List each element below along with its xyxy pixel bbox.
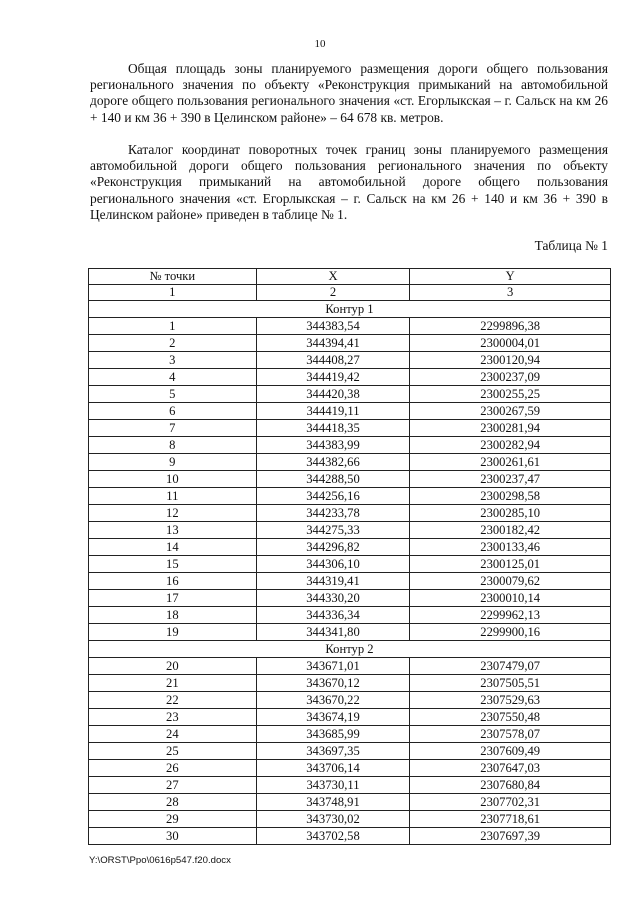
- y-coordinate: 2307718,61: [410, 811, 611, 828]
- x-coordinate: 344419,11: [256, 403, 410, 420]
- x-coordinate: 344275,33: [256, 522, 410, 539]
- point-number: 27: [89, 777, 257, 794]
- y-coordinate: 2307702,31: [410, 794, 611, 811]
- y-coordinate: 2307529,63: [410, 692, 611, 709]
- y-coordinate: 2300282,94: [410, 437, 611, 454]
- point-number: 26: [89, 760, 257, 777]
- table-row: [89, 590, 611, 607]
- x-coordinate: 343730,02: [256, 811, 410, 828]
- area-paragraph: Общая площадь зоны планируемого размещения дороги общего пользования регионального значения по объекту «Реконструкция примыканий на автомобильной дороге общего пользования регионального значения «ст. Егорлыкская – г. Сальск на км 26 + 140 и км 36 + 390 в Целинском районе» – 64 678 кв. метров.: [90, 61, 608, 125]
- y-coordinate: 2307680,84: [410, 777, 611, 794]
- x-coordinate: 344330,20: [256, 590, 410, 607]
- point-number: 11: [89, 488, 257, 505]
- x-coordinate: 344382,66: [256, 454, 410, 471]
- header-y: Y: [410, 269, 611, 285]
- table-row: [89, 743, 611, 760]
- table-row: [89, 505, 611, 522]
- table-header-row: [89, 269, 611, 285]
- y-coordinate: 2300261,61: [410, 454, 611, 471]
- x-coordinate: 343697,35: [256, 743, 410, 760]
- x-coordinate: 344288,50: [256, 471, 410, 488]
- catalog-paragraph: Каталог координат поворотных точек границ зоны планируемого размещения автомобильной дороги общего пользования регионального значения по объекту «Реконструкция примыканий на автомобильной дороге общего пользования регионального значения «ст. Егорлыкская – г. Сальск на км 26 + 140 и км 36 + 390 в Целинском районе» приведен в таблице № 1.: [90, 142, 608, 222]
- x-coordinate: 344306,10: [256, 556, 410, 573]
- table-row: [89, 607, 611, 624]
- table-row: [89, 811, 611, 828]
- column-number-3: 3: [410, 285, 611, 301]
- y-coordinate: 2299900,16: [410, 624, 611, 641]
- point-number: 12: [89, 505, 257, 522]
- table-row: [89, 794, 611, 811]
- point-number: 20: [89, 658, 257, 675]
- x-coordinate: 343748,91: [256, 794, 410, 811]
- table-row: [89, 369, 611, 386]
- y-coordinate: 2307578,07: [410, 726, 611, 743]
- point-number: 9: [89, 454, 257, 471]
- table-row: [89, 709, 611, 726]
- column-number-2: 2: [256, 285, 410, 301]
- y-coordinate: 2307479,07: [410, 658, 611, 675]
- point-number: 13: [89, 522, 257, 539]
- point-number: 30: [89, 828, 257, 845]
- table-row: [89, 658, 611, 675]
- table-row: [89, 760, 611, 777]
- y-coordinate: 2300120,94: [410, 352, 611, 369]
- y-coordinate: 2307697,39: [410, 828, 611, 845]
- x-coordinate: 344418,35: [256, 420, 410, 437]
- contour-title: Контур 2: [89, 641, 611, 658]
- coordinates-table: [88, 268, 611, 845]
- point-number: 16: [89, 573, 257, 590]
- point-number: 29: [89, 811, 257, 828]
- y-coordinate: 2300237,47: [410, 471, 611, 488]
- point-number: 7: [89, 420, 257, 437]
- y-coordinate: 2300281,94: [410, 420, 611, 437]
- header-x: X: [256, 269, 410, 285]
- table-row: [89, 437, 611, 454]
- point-number: 21: [89, 675, 257, 692]
- point-number: 4: [89, 369, 257, 386]
- table-row: [89, 726, 611, 743]
- x-coordinate: 344383,99: [256, 437, 410, 454]
- y-coordinate: 2300010,14: [410, 590, 611, 607]
- table-row: [89, 386, 611, 403]
- x-coordinate: 344233,78: [256, 505, 410, 522]
- y-coordinate: 2300004,01: [410, 335, 611, 352]
- table-row: [89, 522, 611, 539]
- table-row: [89, 675, 611, 692]
- table-row: [89, 624, 611, 641]
- point-number: 22: [89, 692, 257, 709]
- point-number: 6: [89, 403, 257, 420]
- y-coordinate: 2300255,25: [410, 386, 611, 403]
- contour-title-row: [89, 301, 611, 318]
- y-coordinate: 2300125,01: [410, 556, 611, 573]
- contour-title: Контур 1: [89, 301, 611, 318]
- x-coordinate: 343685,99: [256, 726, 410, 743]
- point-number: 10: [89, 471, 257, 488]
- y-coordinate: 2307505,51: [410, 675, 611, 692]
- x-coordinate: 344420,38: [256, 386, 410, 403]
- x-coordinate: 343670,12: [256, 675, 410, 692]
- point-number: 1: [89, 318, 257, 335]
- table-row: [89, 573, 611, 590]
- point-number: 18: [89, 607, 257, 624]
- point-number: 15: [89, 556, 257, 573]
- y-coordinate: 2300133,46: [410, 539, 611, 556]
- table-row: [89, 318, 611, 335]
- x-coordinate: 343671,01: [256, 658, 410, 675]
- header-point-number: № точки: [89, 269, 257, 285]
- point-number: 23: [89, 709, 257, 726]
- x-coordinate: 344296,82: [256, 539, 410, 556]
- point-number: 2: [89, 335, 257, 352]
- footer-file-path: Y:\ORST\Ppo\0616p547.f20.docx: [89, 855, 231, 866]
- x-coordinate: 344256,16: [256, 488, 410, 505]
- y-coordinate: 2300079,62: [410, 573, 611, 590]
- x-coordinate: 344383,54: [256, 318, 410, 335]
- table-caption: Таблица № 1: [534, 238, 608, 253]
- page-number: 10: [314, 38, 326, 50]
- y-coordinate: 2307550,48: [410, 709, 611, 726]
- column-number-row: [89, 285, 611, 301]
- table-row: [89, 471, 611, 488]
- table-row: [89, 403, 611, 420]
- table-row: [89, 828, 611, 845]
- x-coordinate: 344419,42: [256, 369, 410, 386]
- y-coordinate: 2300267,59: [410, 403, 611, 420]
- point-number: 3: [89, 352, 257, 369]
- point-number: 8: [89, 437, 257, 454]
- x-coordinate: 344408,27: [256, 352, 410, 369]
- table-row: [89, 454, 611, 471]
- y-coordinate: 2300298,58: [410, 488, 611, 505]
- x-coordinate: 343674,19: [256, 709, 410, 726]
- point-number: 17: [89, 590, 257, 607]
- point-number: 5: [89, 386, 257, 403]
- point-number: 28: [89, 794, 257, 811]
- point-number: 24: [89, 726, 257, 743]
- x-coordinate: 344336,34: [256, 607, 410, 624]
- y-coordinate: 2299962,13: [410, 607, 611, 624]
- y-coordinate: 2299896,38: [410, 318, 611, 335]
- table-row: [89, 420, 611, 437]
- table-row: [89, 692, 611, 709]
- table-row: [89, 488, 611, 505]
- table-row: [89, 352, 611, 369]
- x-coordinate: 343730,11: [256, 777, 410, 794]
- column-number-1: 1: [89, 285, 257, 301]
- x-coordinate: 344394,41: [256, 335, 410, 352]
- table-row: [89, 335, 611, 352]
- x-coordinate: 343670,22: [256, 692, 410, 709]
- x-coordinate: 343702,58: [256, 828, 410, 845]
- x-coordinate: 343706,14: [256, 760, 410, 777]
- point-number: 19: [89, 624, 257, 641]
- y-coordinate: 2300237,09: [410, 369, 611, 386]
- y-coordinate: 2307609,49: [410, 743, 611, 760]
- x-coordinate: 344341,80: [256, 624, 410, 641]
- point-number: 25: [89, 743, 257, 760]
- contour-title-row: [89, 641, 611, 658]
- point-number: 14: [89, 539, 257, 556]
- x-coordinate: 344319,41: [256, 573, 410, 590]
- table-body: [89, 301, 611, 845]
- table-row: [89, 556, 611, 573]
- table-row: [89, 539, 611, 556]
- y-coordinate: 2300285,10: [410, 505, 611, 522]
- table-row: [89, 777, 611, 794]
- y-coordinate: 2300182,42: [410, 522, 611, 539]
- y-coordinate: 2307647,03: [410, 760, 611, 777]
